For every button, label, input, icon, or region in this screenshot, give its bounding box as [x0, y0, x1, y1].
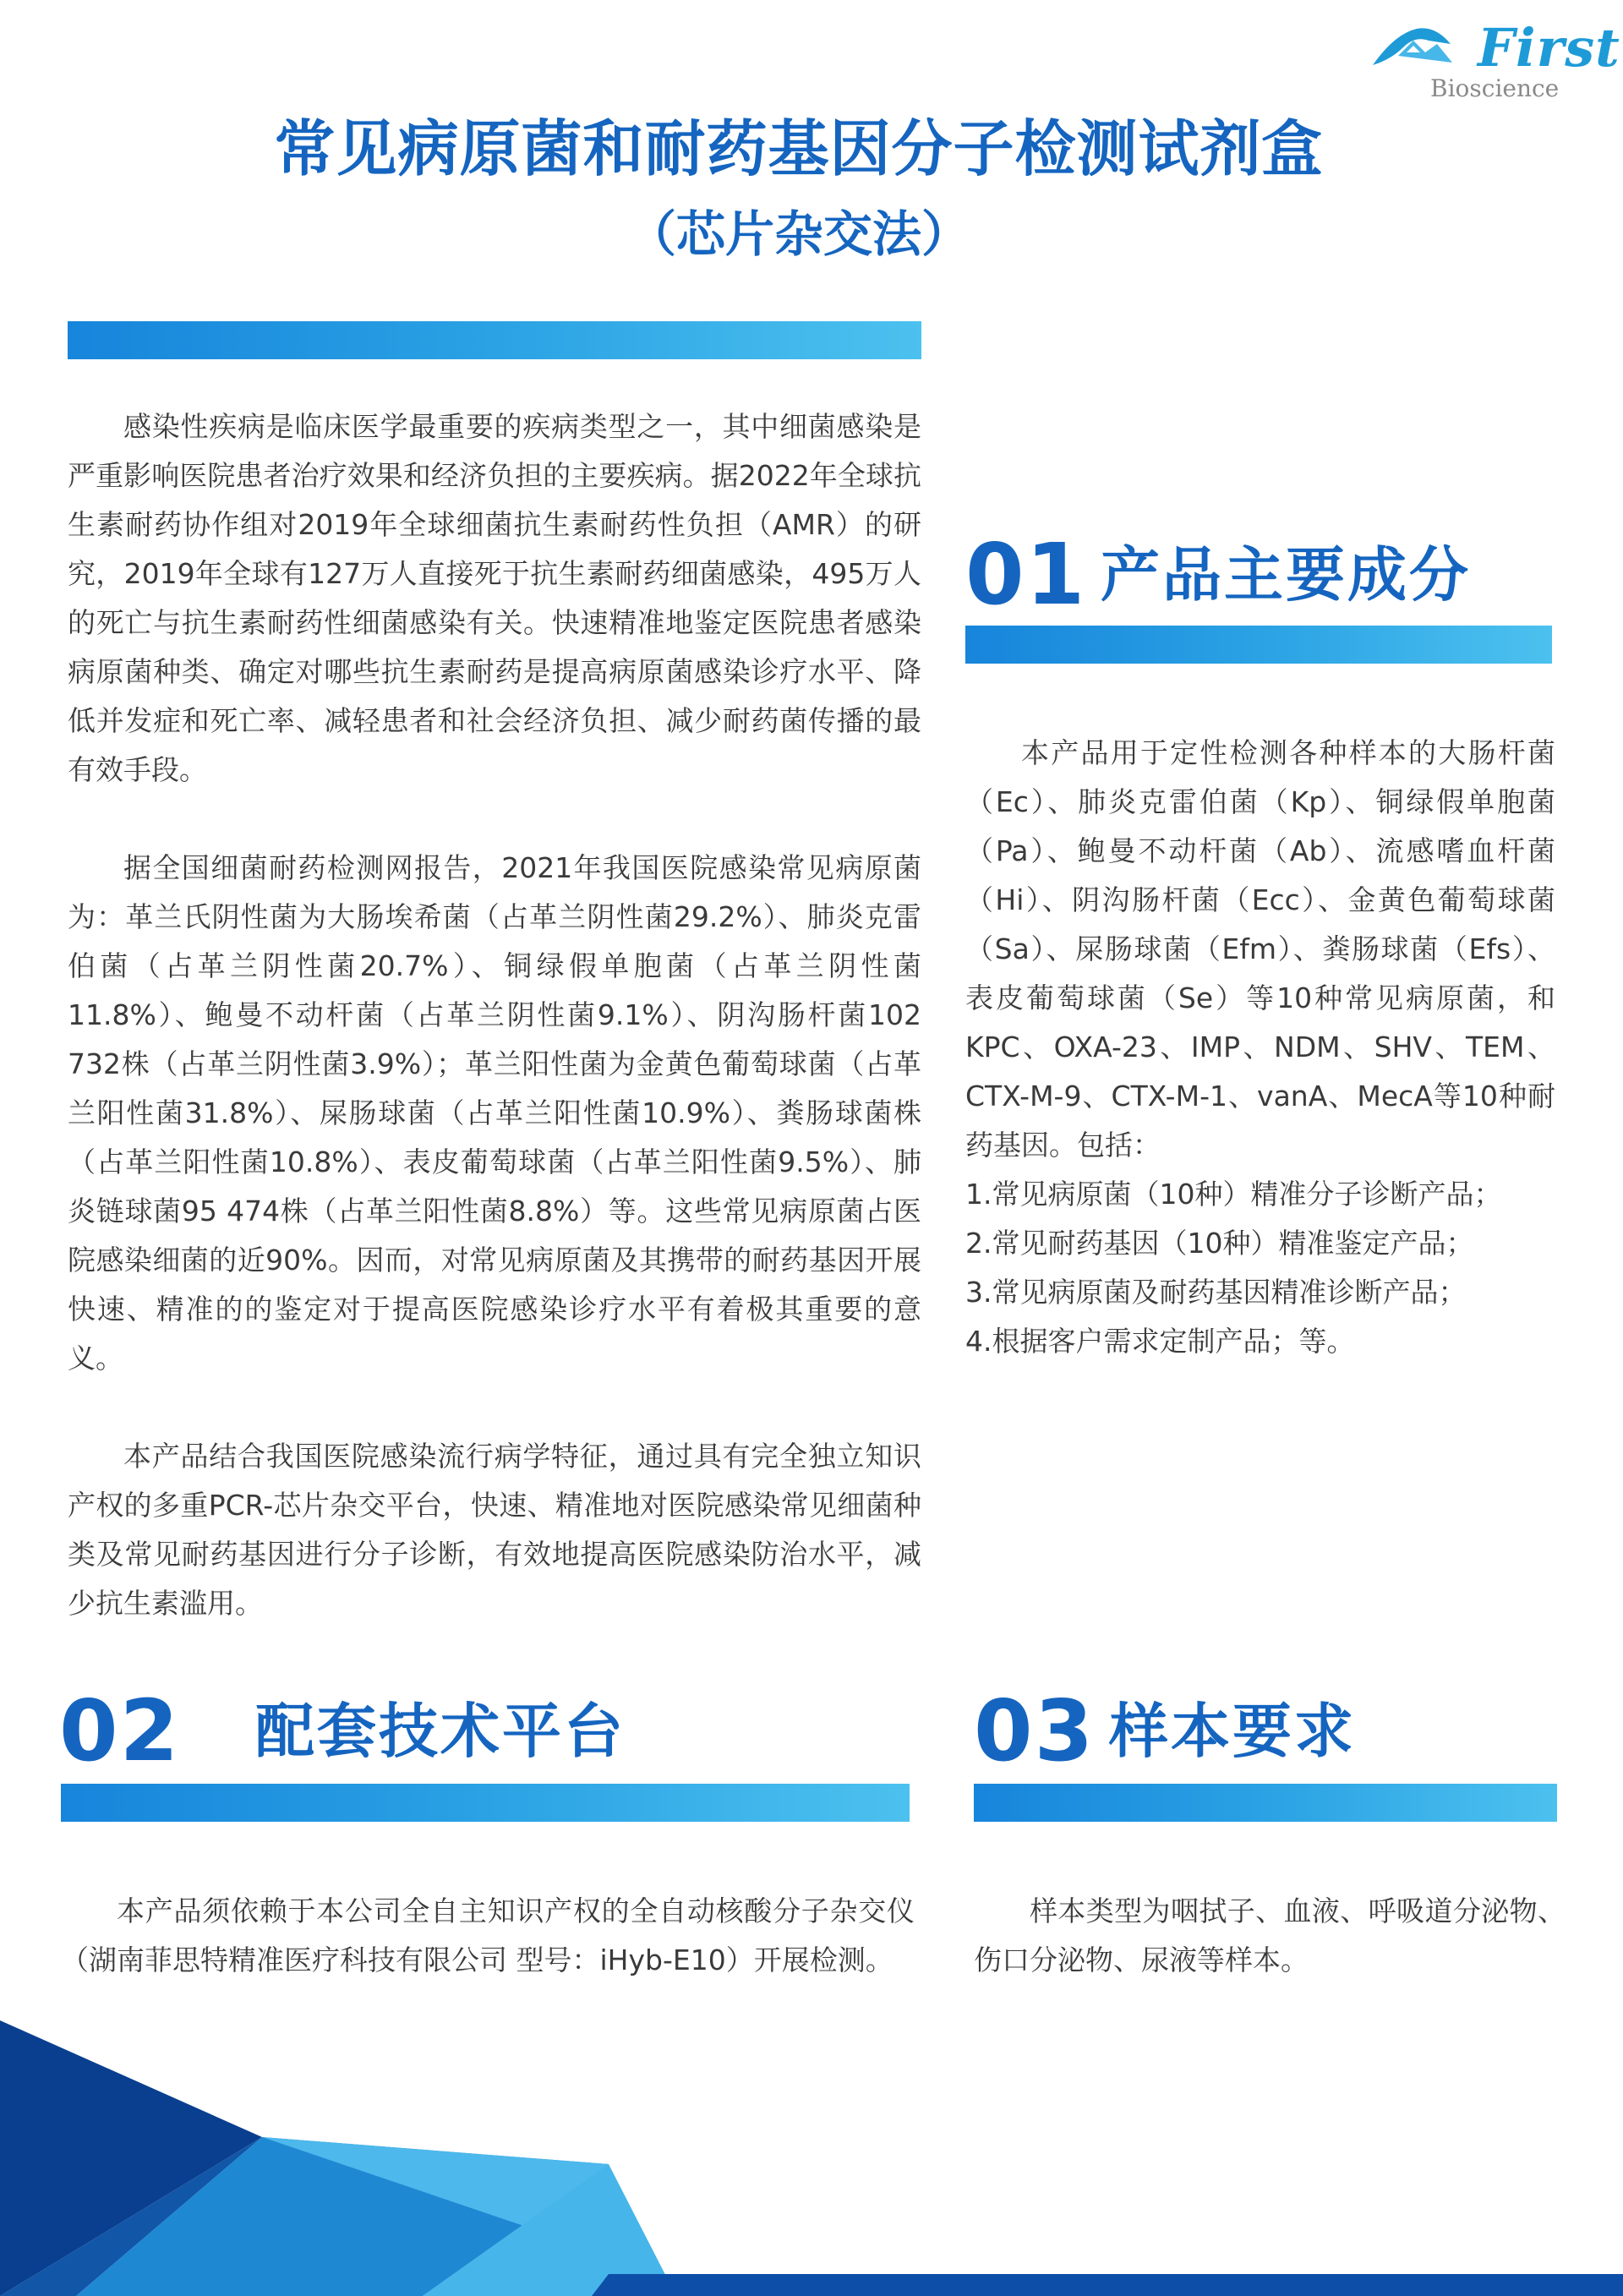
section-02-bar	[61, 1784, 910, 1822]
logo-wordmark: First	[1478, 17, 1620, 79]
list-item: 1.常见病原菌（10种）精准分子诊断产品；	[965, 1178, 1502, 1211]
list-item: 3.常见病原菌及耐药基因精准诊断产品；	[965, 1276, 1467, 1309]
section-paragraph: 样本类型为咽拭子、血液、呼吸道分泌物、伤口分泌物、尿液等样本。	[974, 1894, 1566, 1976]
list-item: 4.根据客户需求定制产品；等。	[965, 1325, 1355, 1358]
list-item: 2.常见耐药基因（10种）精准鉴定产品；	[965, 1227, 1474, 1260]
page-subtitle: （芯片杂交法）	[626, 205, 970, 263]
section-number: 02	[59, 1681, 181, 1780]
section-03-body	[974, 1887, 1566, 1985]
section-title: 配套技术平台	[255, 1697, 626, 1766]
intro-paragraph: 本产品结合我国医院感染流行病学特征，通过具有完全独立知识产权的多重PCR-芯片杂交平台，快速、精准地对医院感染常见细菌种类及常见耐药基因进行分子诊断，有效地提高医院感染防治水平，减少抗生素滥用。	[68, 1440, 921, 1620]
mountain-logo-icon	[1369, 19, 1479, 78]
intro-paragraph: 感染性疾病是临床医学最重要的疾病类型之一，其中细菌感染是严重影响医院患者治疗效果和经济负担的主要疾病。据2022年全球抗生素耐药协作组对2019年全球细菌抗生素耐药性负担（AMR）的研究，2019年全球有127万人直接死于抗生素耐药细菌感染，495万人的死亡与抗生素耐药性细菌感染有关。快速精准地鉴定医院患者感染病原菌种类、确定对哪些抗生素耐药是提高病原菌感染诊疗水平、降低并发症和死亡率、减轻患者和社会经济负担、减少耐药菌传播的最有效手段。	[68, 410, 921, 786]
intro-divider-bar	[68, 321, 921, 359]
section-03-bar	[974, 1784, 1557, 1822]
section-title: 样本要求	[1109, 1697, 1356, 1766]
section-number: 01	[965, 525, 1087, 624]
section-02-body	[61, 1887, 915, 1985]
company-logo	[1369, 17, 1620, 103]
bottom-decoration	[0, 2020, 1623, 2296]
section-01-bar	[965, 626, 1552, 664]
intro-paragraph: 据全国细菌耐药检测网报告，2021年我国医院感染常见病原菌为：革兰氏阴性菌为大肠埃希菌（占革兰阴性菌29.2%）、肺炎克雷伯菌（占革兰阴性菌20.7%）、铜绿假单胞菌（占革兰阴性菌11.8%）、鲍曼不动杆菌（占革兰阴性菌9.1%）、阴沟肠杆菌102 732株（占革兰阴性菌3.9%）；革兰阳性菌为金黄色葡萄球菌（占革兰阳性菌31.8%）、屎肠球菌（占革兰阳性菌10.9%）、粪肠球菌株（占革兰阳性菌10.8%）、表皮葡萄球菌（占革兰阳性菌9.5%）、肺炎链球菌95 474株（占革兰阳性菌8.8%）等。这些常见病原菌占医院感染细菌的近90%。因而，对常见病原菌及其携带的耐药基因开展快速、精准的的鉴定对于提高医院感染诊疗水平有着极其重要的意义。	[68, 851, 921, 1375]
page-title: 常见病原菌和耐药基因分子检测试剂盒	[274, 113, 1324, 184]
intro-text	[68, 402, 921, 1628]
section-paragraph: 本产品须依赖于本公司全自主知识产权的全自动核酸分子杂交仪（湖南菲思特精准医疗科技有限公司 型号：iHyb-E10）开展检测。	[61, 1894, 915, 1976]
section-01-body	[965, 729, 1555, 1366]
logo-subtitle: Bioscience	[1430, 74, 1560, 102]
section-paragraph: 本产品用于定性检测各种样本的大肠杆菌（Ec）、肺炎克雷伯菌（Kp）、铜绿假单胞菌（Pa）、鲍曼不动杆菌（Ab）、流感嗜血杆菌（Hi）、阴沟肠杆菌（Ecc）、金黄色葡萄球菌（Sa）、屎肠球菌（Efm）、粪肠球菌（Efs）、表皮葡萄球菌（Se）等10种常见病原菌，和KPC、OXA-23、IMP、NDM、SHV、TEM、CTX-M-9、CTX-M-1、vanA、MecA等10种耐药基因。包括：	[965, 736, 1555, 1162]
section-number: 03	[974, 1681, 1096, 1780]
section-title: 产品主要成分	[1101, 540, 1471, 610]
